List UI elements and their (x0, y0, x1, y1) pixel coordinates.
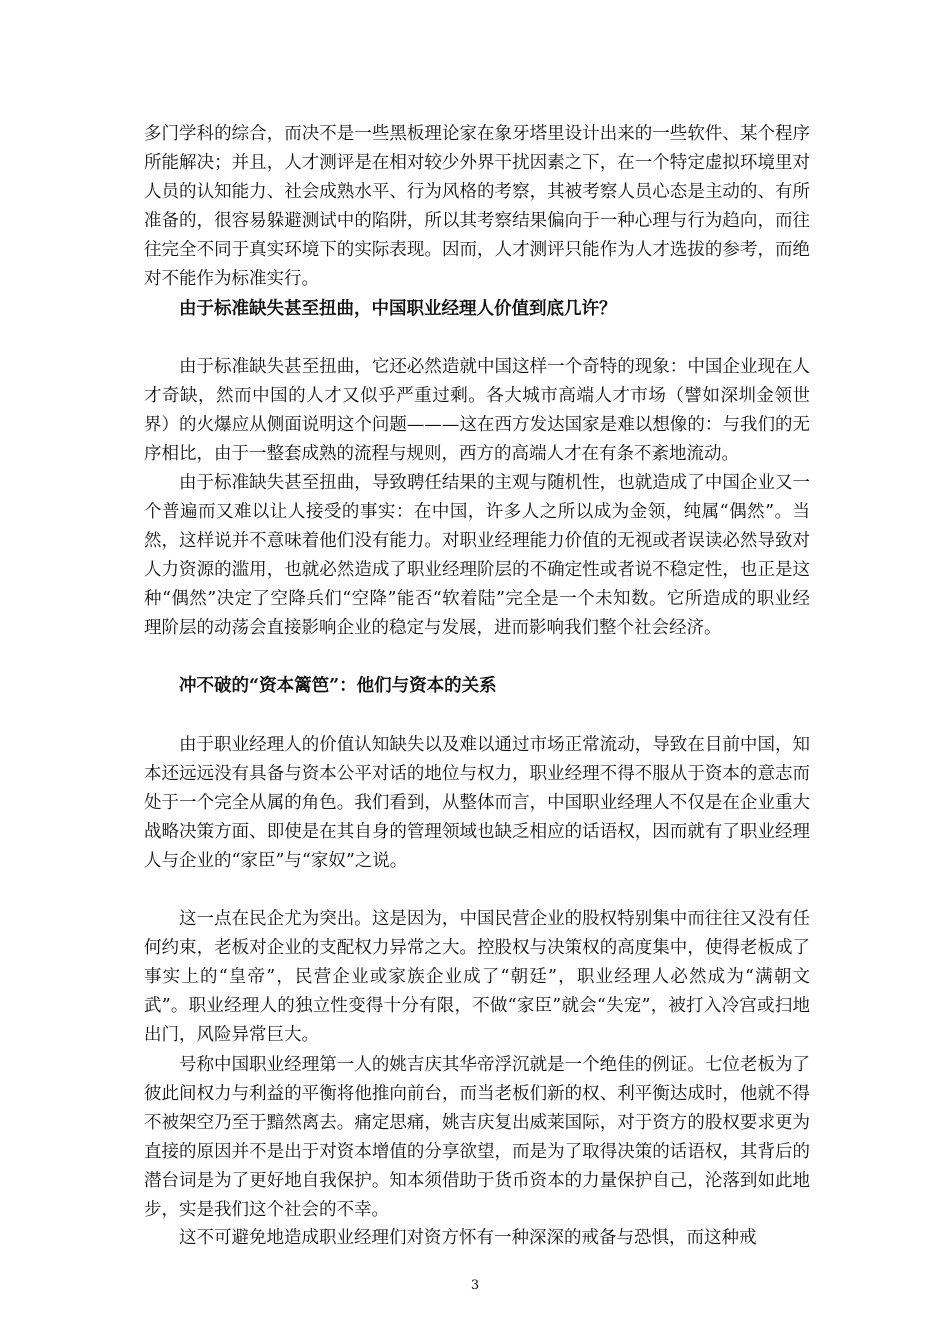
paragraph-2d: 这不可避免地造成职业经理们对资方怀有一种深深的戒备与恐惧，而这种戒 (179, 1228, 757, 1248)
section-heading-capital: 冲不破的“资本篱笆”：他们与资本的关系 (179, 676, 497, 696)
paragraph-2c: 号称中国职业经理第一人的姚吉庆其华帝浮沉就是一个绝佳的例证。七位老板为了彼此间权力与利益的平衡将他推向前台，而当老板们新的权、利平衡达成时，他就不得不被架空乃至于黯然离去。痛定思痛，姚吉庆复出威莱国际，对于资方的股权要求更为直接的原因并不是出于对资本增值的分享欲望，而是为了取得决策的话语权，其背后的潜台词是为了更好地自我保护。知本须借助于货币资本的力量保护自己，沦落到如此地步，实是我们这个社会的不幸。 (144, 1055, 810, 1220)
paragraph-1a: 由于标准缺失甚至扭曲，它还必然造就中国这样一个奇特的现象：中国企业现在人才奇缺，然而中国的人才又似乎严重过剩。各大城市高端人才市场（譬如深圳金领世界）的火爆应从侧面说明这个问题———这在西方发达国家是难以想像的：与我们的无序相比，由于一整套成熟的流程与规则，西方的高端人才在有条不紊地流动。 (144, 357, 810, 464)
paragraph-2b: 这一点在民企尤为突出。这是因为，中国民营企业的股权特别集中而往往又没有任何约束，老板对企业的支配权力异常之大。控股权与决策权的高度集中，使得老板成了事实上的“皇帝”，民营企业或家族企业成了“朝廷”，职业经理人必然成为“满朝文武”。职业经理人的独立性变得十分有限，不做“家臣”就会“失宠”，被打入冷宫或扫地出门，风险异常巨大。 (144, 909, 810, 1045)
paragraph-text: 多门学科的综合，而决不是一些黑板理论家在象牙塔里设计出来的一些软件、某个程序所能解决；并且，人才测评是在相对较少外界干扰因素之下，在一个特定虚拟环境里对人员的认知能力、社会成熟水平、行为风格的考察，其被考察人员心态是主动的、有所准备的，很容易躲避测试中的陷阱，所以其考察结果偏向于一种心理与行为趋向，而往往完全不同于真实环境下的实际表现。因而，人才测评只能作为人才选拔的参考，而绝对不能作为标准实行。 (144, 124, 810, 289)
paragraph-2a: 由于职业经理人的价值认知缺失以及难以通过市场正常流动，导致在目前中国，知本还远远没有具备与资本公平对话的地位与权力，职业经理不得不服从于资本的意志而处于一个完全从属的角色。我们看到，从整体而言，中国职业经理人不仅是在企业重大战略决策方面、即使是在其自身的管理领域也缺乏相应的话语权，因而就有了职业经理人与企业的“家臣”与“家奴”之说。 (144, 735, 810, 871)
paragraph-2b-block (144, 905, 810, 1050)
section-heading-value: 由于标准缺失甚至扭曲，中国职业经理人价值到底几许？ (179, 299, 617, 319)
paragraph-2a-block (144, 731, 810, 876)
section-1-body (144, 353, 810, 643)
paragraph-2c-block (144, 1051, 810, 1225)
page-number: 3 (470, 1278, 480, 1293)
paragraph-2d-block (144, 1224, 810, 1253)
paragraph-1b: 由于标准缺失甚至扭曲，导致聘任结果的主观与随机性，也就造成了中国企业又一个普遍而又难以让人接受的事实：在中国，许多人之所以成为金领，纯属“偶然”。当然，这样说并不意味着他们没有能力。对职业经理能力价值的无视或者误读必然导致对人力资源的滥用，也就必然造成了职业经理阶层的不确定性或者说不稳定性，也正是这种“偶然”决定了空降兵们“空降”能否“软着陆”完全是一个未知数。它所造成的职业经理阶层的动荡会直接影响企业的稳定与发展，进而影响我们整个社会经济。 (144, 473, 810, 638)
paragraph-intro (144, 120, 810, 294)
